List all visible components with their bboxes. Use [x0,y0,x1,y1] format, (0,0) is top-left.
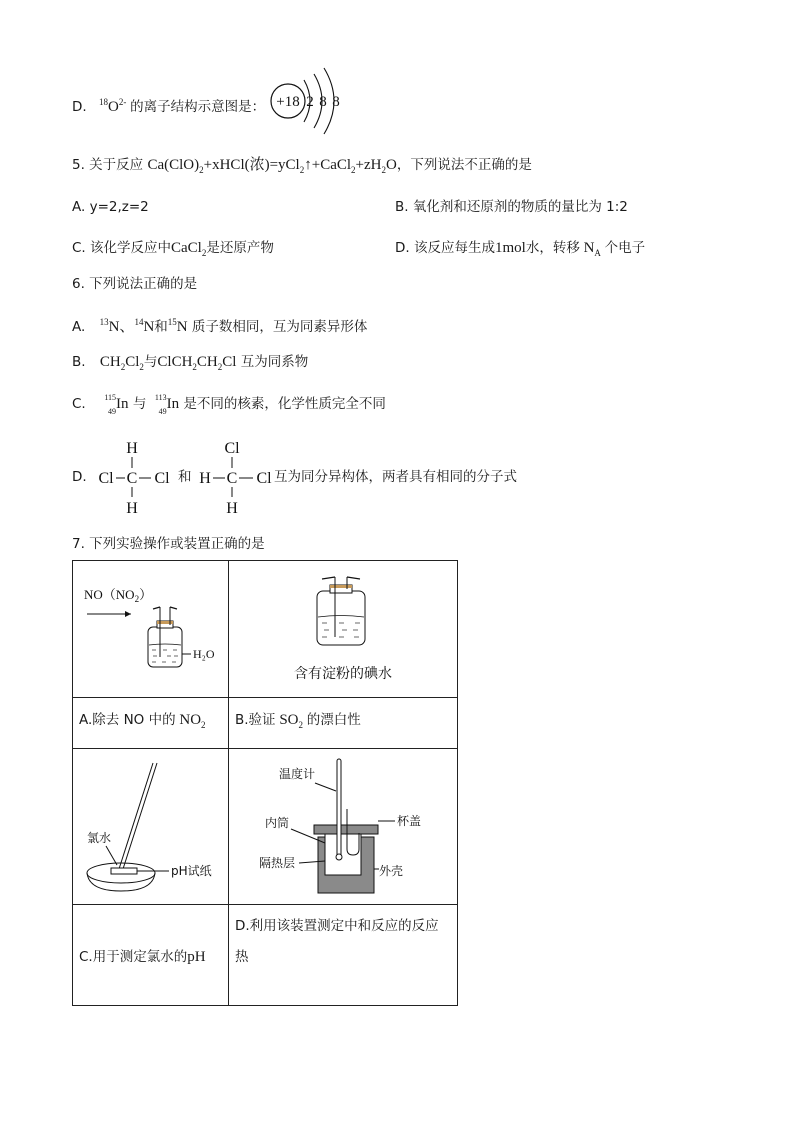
shell-electrons-3: 8 [332,94,340,110]
svg-text:H: H [126,440,138,457]
q5-stem: 5. 关于反应 $Ca(ClO)_2+xHCl$(浓)$=yCl_2↑+CaCl_2+zH_2O$，下列说法不正确的是 [72,157,532,175]
dichloromethane-formula-1 [98,440,170,517]
q5-option-a: A. y=2,z=2 [72,199,149,215]
shell-electrons-2: 8 [319,94,327,110]
svg-text:H: H [226,500,238,517]
q6-option-b: B. $CH_2Cl_2$与$ClCH_2CH_2Cl$ 互为同系物 [72,354,309,372]
cell-a-diagram [73,561,229,698]
cell-d-insulation-label: 隔热层 [259,856,296,870]
cell-a-caption: A.除去 NO 中的 $NO_2$ [73,698,229,749]
q6-option-d-text: 互为同分异构体，两者具有相同的分子式 [274,469,517,485]
cell-d-shell-label: 外壳 [379,864,404,878]
ph-paper-strip [111,868,137,874]
cell-d-lid-label: 杯盖 [397,814,422,828]
nucleus-charge: +18 [276,94,300,110]
svg-text:C: C [126,470,138,487]
q6-option-d-label: D. [72,469,87,485]
cell-d-inner-label: 内筒 [265,816,290,830]
svg-text:Cl: Cl [154,470,170,487]
cell-a-gas-label: $NO(NO_2)$ [84,587,153,604]
ph-test-diagram [73,749,228,904]
q5-option-d: D. 该反应每生成1mol水，转移 $N_A$ 个电子 [395,240,646,258]
ion-structure-diagram [266,64,348,138]
thermometer [337,759,341,859]
svg-text:C: C [226,470,238,487]
cell-d-diagram [229,749,458,905]
q5-option-b: B. 氧化剂和还原剂的物质的量比为 1:2 [395,199,628,215]
dichloromethane-formula-2 [199,440,272,517]
inner-cup [325,831,361,875]
cell-b-label: 含有淀粉的碘水 [294,666,392,682]
q6-stem: 6. 下列说法正确的是 [72,276,198,292]
gas-washing-bottle-a [73,561,228,697]
svg-text:H: H [199,470,211,487]
q6-option-a: A. $^{13}$N、$^{14}$N和$^{15}$N 质子数相同，互为同素异形体 [72,317,368,335]
shell-electrons-1: 2 [306,94,314,110]
cell-b-diagram [229,561,458,698]
q4-option-d: D. $^{18}O^{2-}$ 的离子结构示意图是： [72,97,266,115]
q6-option-c: C. 115 49 In 与 113 49 In 是不同的核素，化学性质完全不同 [72,392,386,416]
cell-c-paper-label: pH试纸 [171,864,212,878]
gas-washing-bottle-b [229,561,457,697]
q5-equation: $Ca(ClO)_2+xHCl$(浓)$=yCl_2↑+CaCl_2+zH_2O$ [147,157,397,175]
cell-a-water-label: H₂O [193,647,215,661]
cup-lid [314,825,378,834]
svg-text:Cl: Cl [98,470,114,487]
svg-text:H: H [126,500,138,517]
cell-d-caption: D.利用该装置测定中和反应的反应热 [229,905,458,1006]
q5-option-c: C. 该化学反应中CaCl$_2$是还原产物 [72,240,274,258]
cell-c-chlorine-label: 氯水 [87,831,112,845]
cell-d-thermometer-label: 温度计 [279,767,316,781]
experiment-table [72,560,458,1006]
svg-text:Cl: Cl [256,470,272,487]
cell-b-caption: B.验证 $SO_2$ 的漂白性 [229,698,458,749]
calorimeter-diagram [229,749,457,904]
cell-c-diagram [73,749,229,905]
svg-text:Cl: Cl [224,440,240,457]
q6-option-d-and: 和 [178,469,192,485]
q7-stem: 7. 下列实验操作或装置正确的是 [72,536,265,552]
cell-c-caption: C.用于测定氯水的pH [73,905,229,1006]
